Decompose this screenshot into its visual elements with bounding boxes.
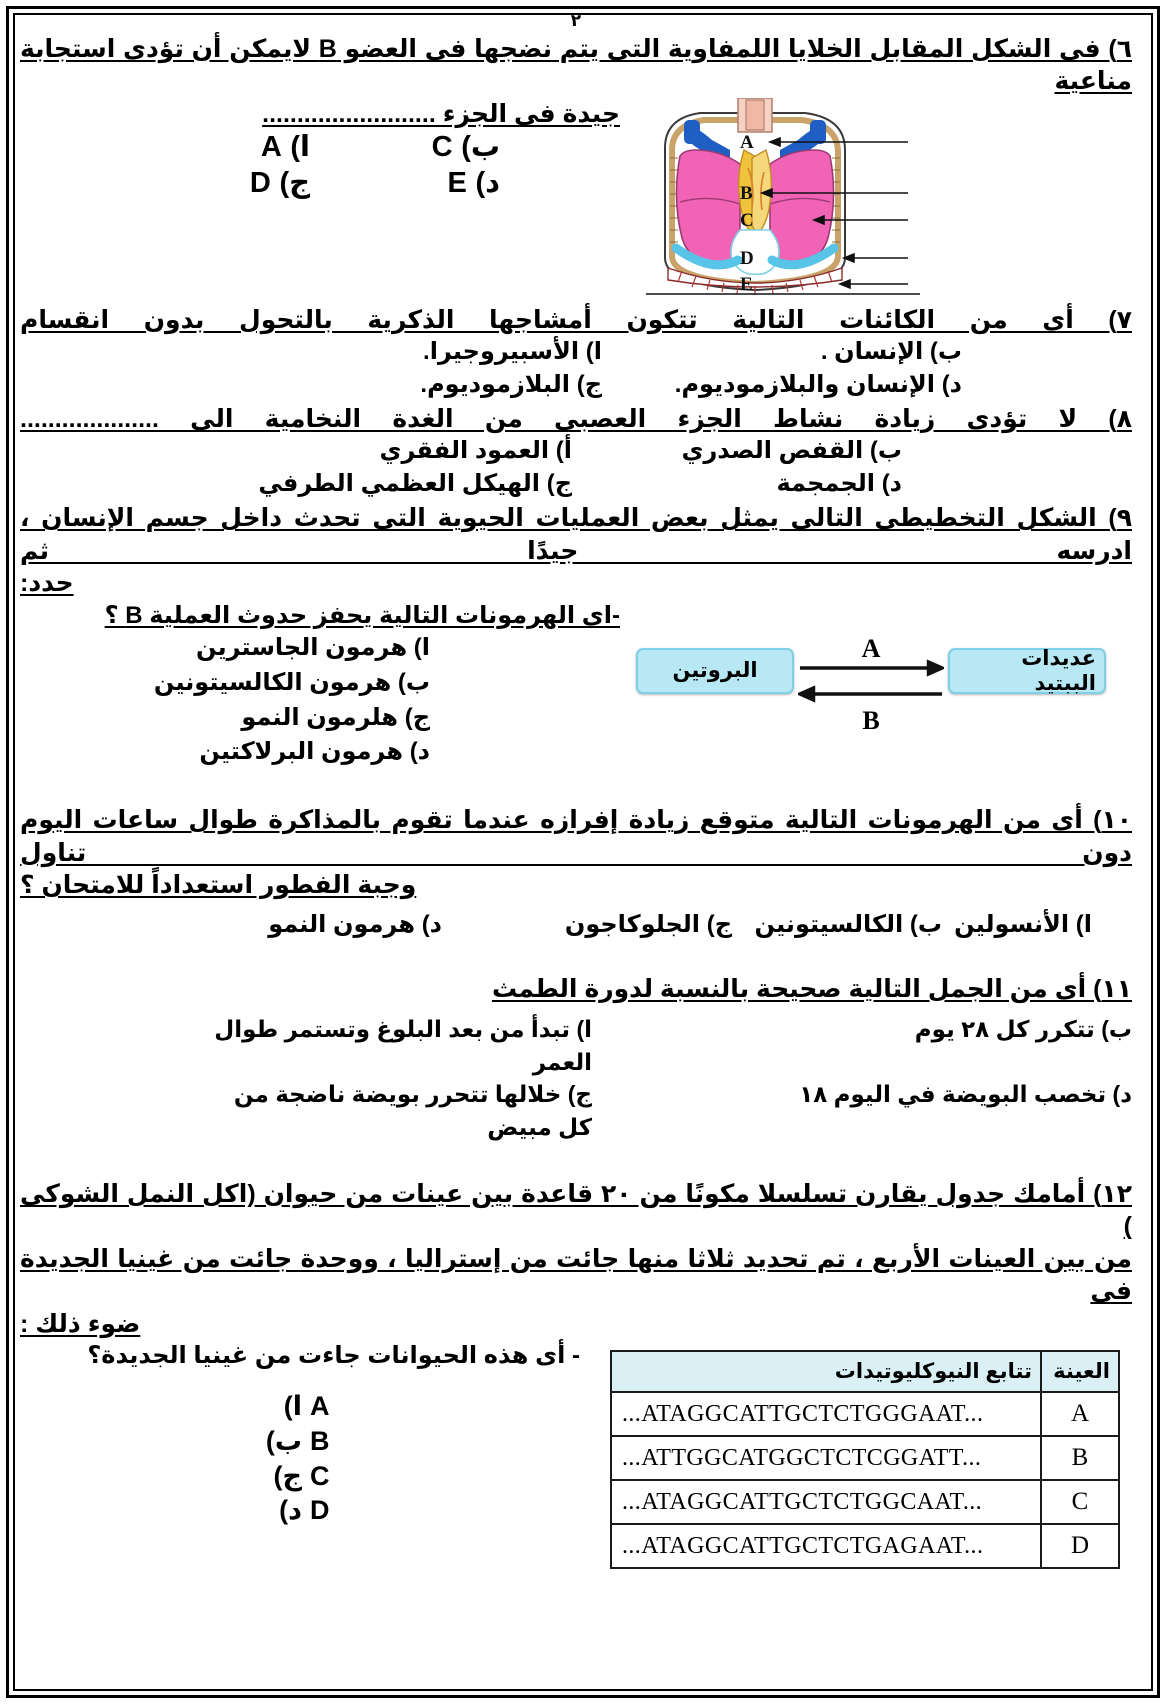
question-6-option-b[interactable] [310,130,500,165]
table-row [611,1436,1119,1480]
sequence-cell-c: ...ATAGGCATTGCTCTGGCAAT... [611,1480,1041,1524]
question-7 [20,304,1132,401]
option-key: ج) [546,469,572,497]
option-text: تخصب البويضة في اليوم ١٨ [799,1081,1107,1108]
option-text: D [310,1495,330,1526]
table-row [611,1524,1119,1568]
question-9 [20,502,1132,770]
option-key: ج) [404,703,430,731]
option-key: د) [421,910,442,938]
option-text: الأسبيروجيرا. [423,338,580,366]
question-12-sub-question: - أى هذه الحيوانات جاءت من غينيا الجديدة؟ [87,1342,580,1370]
sample-cell-b: B [1041,1436,1119,1480]
option-key: ا) [1075,910,1092,938]
question-11-stem: ١١) أى من الجمل التالية صحيحة بالنسبة لدورة الطمث [491,974,1132,1003]
option-text: تبدأ من بعد البلوغ وتستمر طوال العمر [214,1016,592,1075]
question-9-option-b[interactable] [28,666,430,701]
option-text: الهيكل العظمي الطرفي [258,469,541,497]
question-6-option-a[interactable] [120,130,310,165]
question-11-options [20,1013,1132,1144]
sequence-cell-d: ...ATAGGCATTGCTCTGAGAAT... [611,1524,1041,1568]
question-12-right-column [20,1340,580,1527]
question-9-stem-line2: حدد: [20,569,74,598]
sample-cell-c: C [1041,1480,1119,1524]
question-12-body [20,1340,1132,1569]
question-9-option-c[interactable] [28,701,430,736]
option-key: ج) [576,370,602,398]
sample-cell-d: D [1041,1524,1119,1568]
question-8-option-row-2 [20,468,1132,500]
question-8-option-d[interactable] [572,468,902,500]
question-8-option-c[interactable] [258,468,572,500]
option-text: هلرمون النمو [241,703,399,731]
option-text: هرمون البرلاكتين [199,738,404,766]
question-10-stem-line2: وجبة الفطور استعداداً للامتحان ؟ [20,871,417,900]
option-key: ا) [290,131,310,164]
question-11 [20,973,1132,1144]
question-12-option-b[interactable] [26,1424,330,1459]
question-6 [20,33,1132,298]
figure-label-d: D [740,247,754,269]
nucleotide-sequence-table [610,1350,1120,1569]
option-key: ج) [273,1460,302,1491]
question-6-option-row-2 [30,166,500,201]
option-key: ا) [283,1391,302,1422]
question-9-option-d[interactable] [28,735,430,770]
option-key: ج) [706,910,732,938]
option-key: د) [409,738,430,766]
question-10-option-c[interactable] [442,910,732,939]
option-key: أ) [555,437,572,465]
option-key: ا) [413,633,430,661]
spacer [20,939,1132,973]
protein-peptide-flow-diagram [636,620,1106,735]
page-number: ٢ [570,11,582,30]
question-7-option-d[interactable] [602,369,962,401]
figure-label-a: A [740,131,754,153]
question-6-option-row-1 [30,130,500,165]
sample-cell-a: A [1041,1392,1119,1436]
question-9-right-column [20,600,620,770]
question-7-option-b[interactable] [602,336,962,368]
question-6-option-c[interactable] [120,166,310,201]
spacer [20,1005,1132,1013]
arrow-label-b: B [862,705,880,735]
option-text: A [310,1391,330,1422]
option-key: ج) [279,166,310,199]
option-text: E [447,166,468,199]
question-11-option-a[interactable] [212,1013,712,1078]
question-10-option-b[interactable] [732,910,942,939]
question-8-stem: ٨) لا تؤدى زيادة نشاط الجزء العصبى من الغدة النخامية الى .................... [20,404,1132,433]
sequence-cell-a: ...ATAGGCATTGCTCTGGGAAT... [611,1392,1041,1436]
option-text: هرمون الكالسيتونين [153,668,392,696]
question-6-options [30,130,620,201]
question-12-option-c[interactable] [26,1459,330,1494]
exam-page-content [20,10,1132,1678]
option-key: ب) [869,437,902,465]
option-text: القفص الصدري [681,437,864,465]
option-text: C [431,131,454,164]
option-text: العمود الفقري [379,437,550,465]
option-text: الجلوكاجون [564,910,701,938]
question-12-option-a[interactable] [26,1389,330,1424]
option-key: ج) [567,1081,592,1108]
question-6-stem-line1: ٦) فى الشكل المقابل الخلايا اللمفاوية التى يتم نضجها فى العضو B لايمكن أن تؤدى استجابة مناعية [20,34,1132,96]
question-11-option-row-1 [20,1013,1132,1078]
spacer [20,1144,1132,1178]
table-row [611,1392,1119,1436]
question-11-option-b[interactable] [712,1013,1132,1078]
option-text: C [310,1460,330,1491]
question-11-option-d[interactable] [712,1078,1132,1143]
option-text: الأنسولين [954,910,1070,938]
option-text: خلالها تتحرر بويضة ناضجة من كل مبيض [233,1081,592,1141]
peptides-box: عديدات الببتيد [948,648,1106,694]
spacer [20,770,1132,804]
arrow-label-a: A [861,633,881,663]
question-10 [20,804,1132,939]
option-text: الجمجمة [776,469,876,497]
option-key: د) [881,469,902,497]
spacer [20,902,1132,910]
question-10-option-a[interactable] [942,910,1092,939]
question-12-option-d[interactable] [26,1493,330,1528]
question-7-option-c[interactable] [420,369,602,401]
question-8-option-b[interactable] [572,435,902,467]
option-key: ا) [585,338,602,366]
option-text: هرمون النمو [268,910,416,938]
table-header-row [611,1351,1119,1392]
question-10-stem-line1: ١٠) أى من الهرمونات التالية متوقع زيادة إفرازه عندما تقوم بالمذاكرة طوال ساعات اليوم دون تناول [20,806,1132,867]
table-header-sample: العينة [1041,1351,1119,1392]
option-key: د) [941,370,962,398]
question-9-options [28,631,620,770]
option-text: B [310,1425,330,1456]
question-9-option-a[interactable] [28,631,430,666]
option-text: A [260,131,283,164]
option-text: الكالسيتونين [754,910,904,938]
option-key: ب) [461,131,500,164]
option-key: ب) [929,338,962,366]
question-12-table-column [580,1340,1130,1569]
option-key: د) [279,1495,302,1526]
option-key: د) [1112,1081,1132,1108]
question-8 [20,403,1132,500]
question-12 [20,1178,1132,1570]
question-6-right-column [20,98,620,201]
option-key: ب) [265,1425,302,1456]
question-9-diagram-column [620,600,1120,735]
question-6-option-d[interactable] [310,166,500,201]
question-8-option-row-1 [20,435,1132,467]
question-12-options [26,1389,580,1527]
sequence-cell-b: ...ATTGGCATGGCTCTCGGATT... [611,1436,1041,1480]
table-header-sequence: تتابع النيوكليوتيدات [611,1351,1041,1392]
thorax-lymphoid-organs-diagram [620,98,1040,298]
question-10-option-d[interactable] [242,910,442,939]
question-11-option-row-2 [20,1078,1132,1143]
option-text: البلازموديوم. [420,370,571,398]
option-text: الإنسان . [820,338,924,366]
question-12-stem-line2: من بين العينات الأربع ، تم تحديد ثلاثا منها جائت من إستراليا ، ووحدة جائت من غينيا الجديدة فى [20,1244,1132,1306]
option-text: هرمون الجاسترين [195,633,408,661]
protein-box: البروتين [636,648,794,694]
question-11-option-c[interactable] [212,1078,712,1143]
question-7-option-row-1 [20,336,1132,368]
option-key: ب) [1101,1016,1132,1043]
option-key: ا) [576,1016,592,1043]
figure-label-c: C [740,209,754,231]
question-8-option-a[interactable] [379,435,572,467]
option-key: ب) [909,910,942,938]
figure-label-b: B [740,182,753,204]
option-text: تتكرر كل ٢٨ يوم [914,1016,1095,1043]
option-key: د) [475,166,500,199]
table-row [611,1480,1119,1524]
question-6-body [20,98,1132,298]
option-text: الإنسان والبلازموديوم. [674,370,936,398]
question-9-stem-line1: ٩) الشكل التخطيطى التالى يمثل بعض العمليات الحيوية التى تحدث داخل جسم الإنسان ، ادرسه جيدًا ثم [20,504,1132,565]
question-6-stem-line2: جيدة فى الجزء ......................... [262,99,620,128]
question-12-stem-line1: ١٢) أمامك جدول يقارن تسلسلا مكونًا من ٢٠ قاعدة بين عينات من حيوان (اكل النمل الشوكى ) [20,1179,1132,1241]
option-key: ب) [397,668,430,696]
question-12-stem-line3: ضوء ذلك : [20,1309,141,1338]
option-text: D [249,166,272,199]
question-7-option-a[interactable] [423,336,602,368]
question-7-stem: ٧) أى من الكائنات التالية تتكون أمشاجها الذكرية بالتحول بدون انقسام [20,305,1132,334]
question-9-body [20,600,1132,770]
reaction-arrows [798,633,944,735]
question-7-option-row-2 [20,369,1132,401]
figure-label-group [630,98,754,298]
figure-label-e: E [740,273,753,295]
question-10-options [20,910,1132,939]
spacer [26,1371,580,1389]
question-9-sub-question: -اى الهرمونات التالية يحفز حدوث العملية B ؟ [104,601,620,629]
